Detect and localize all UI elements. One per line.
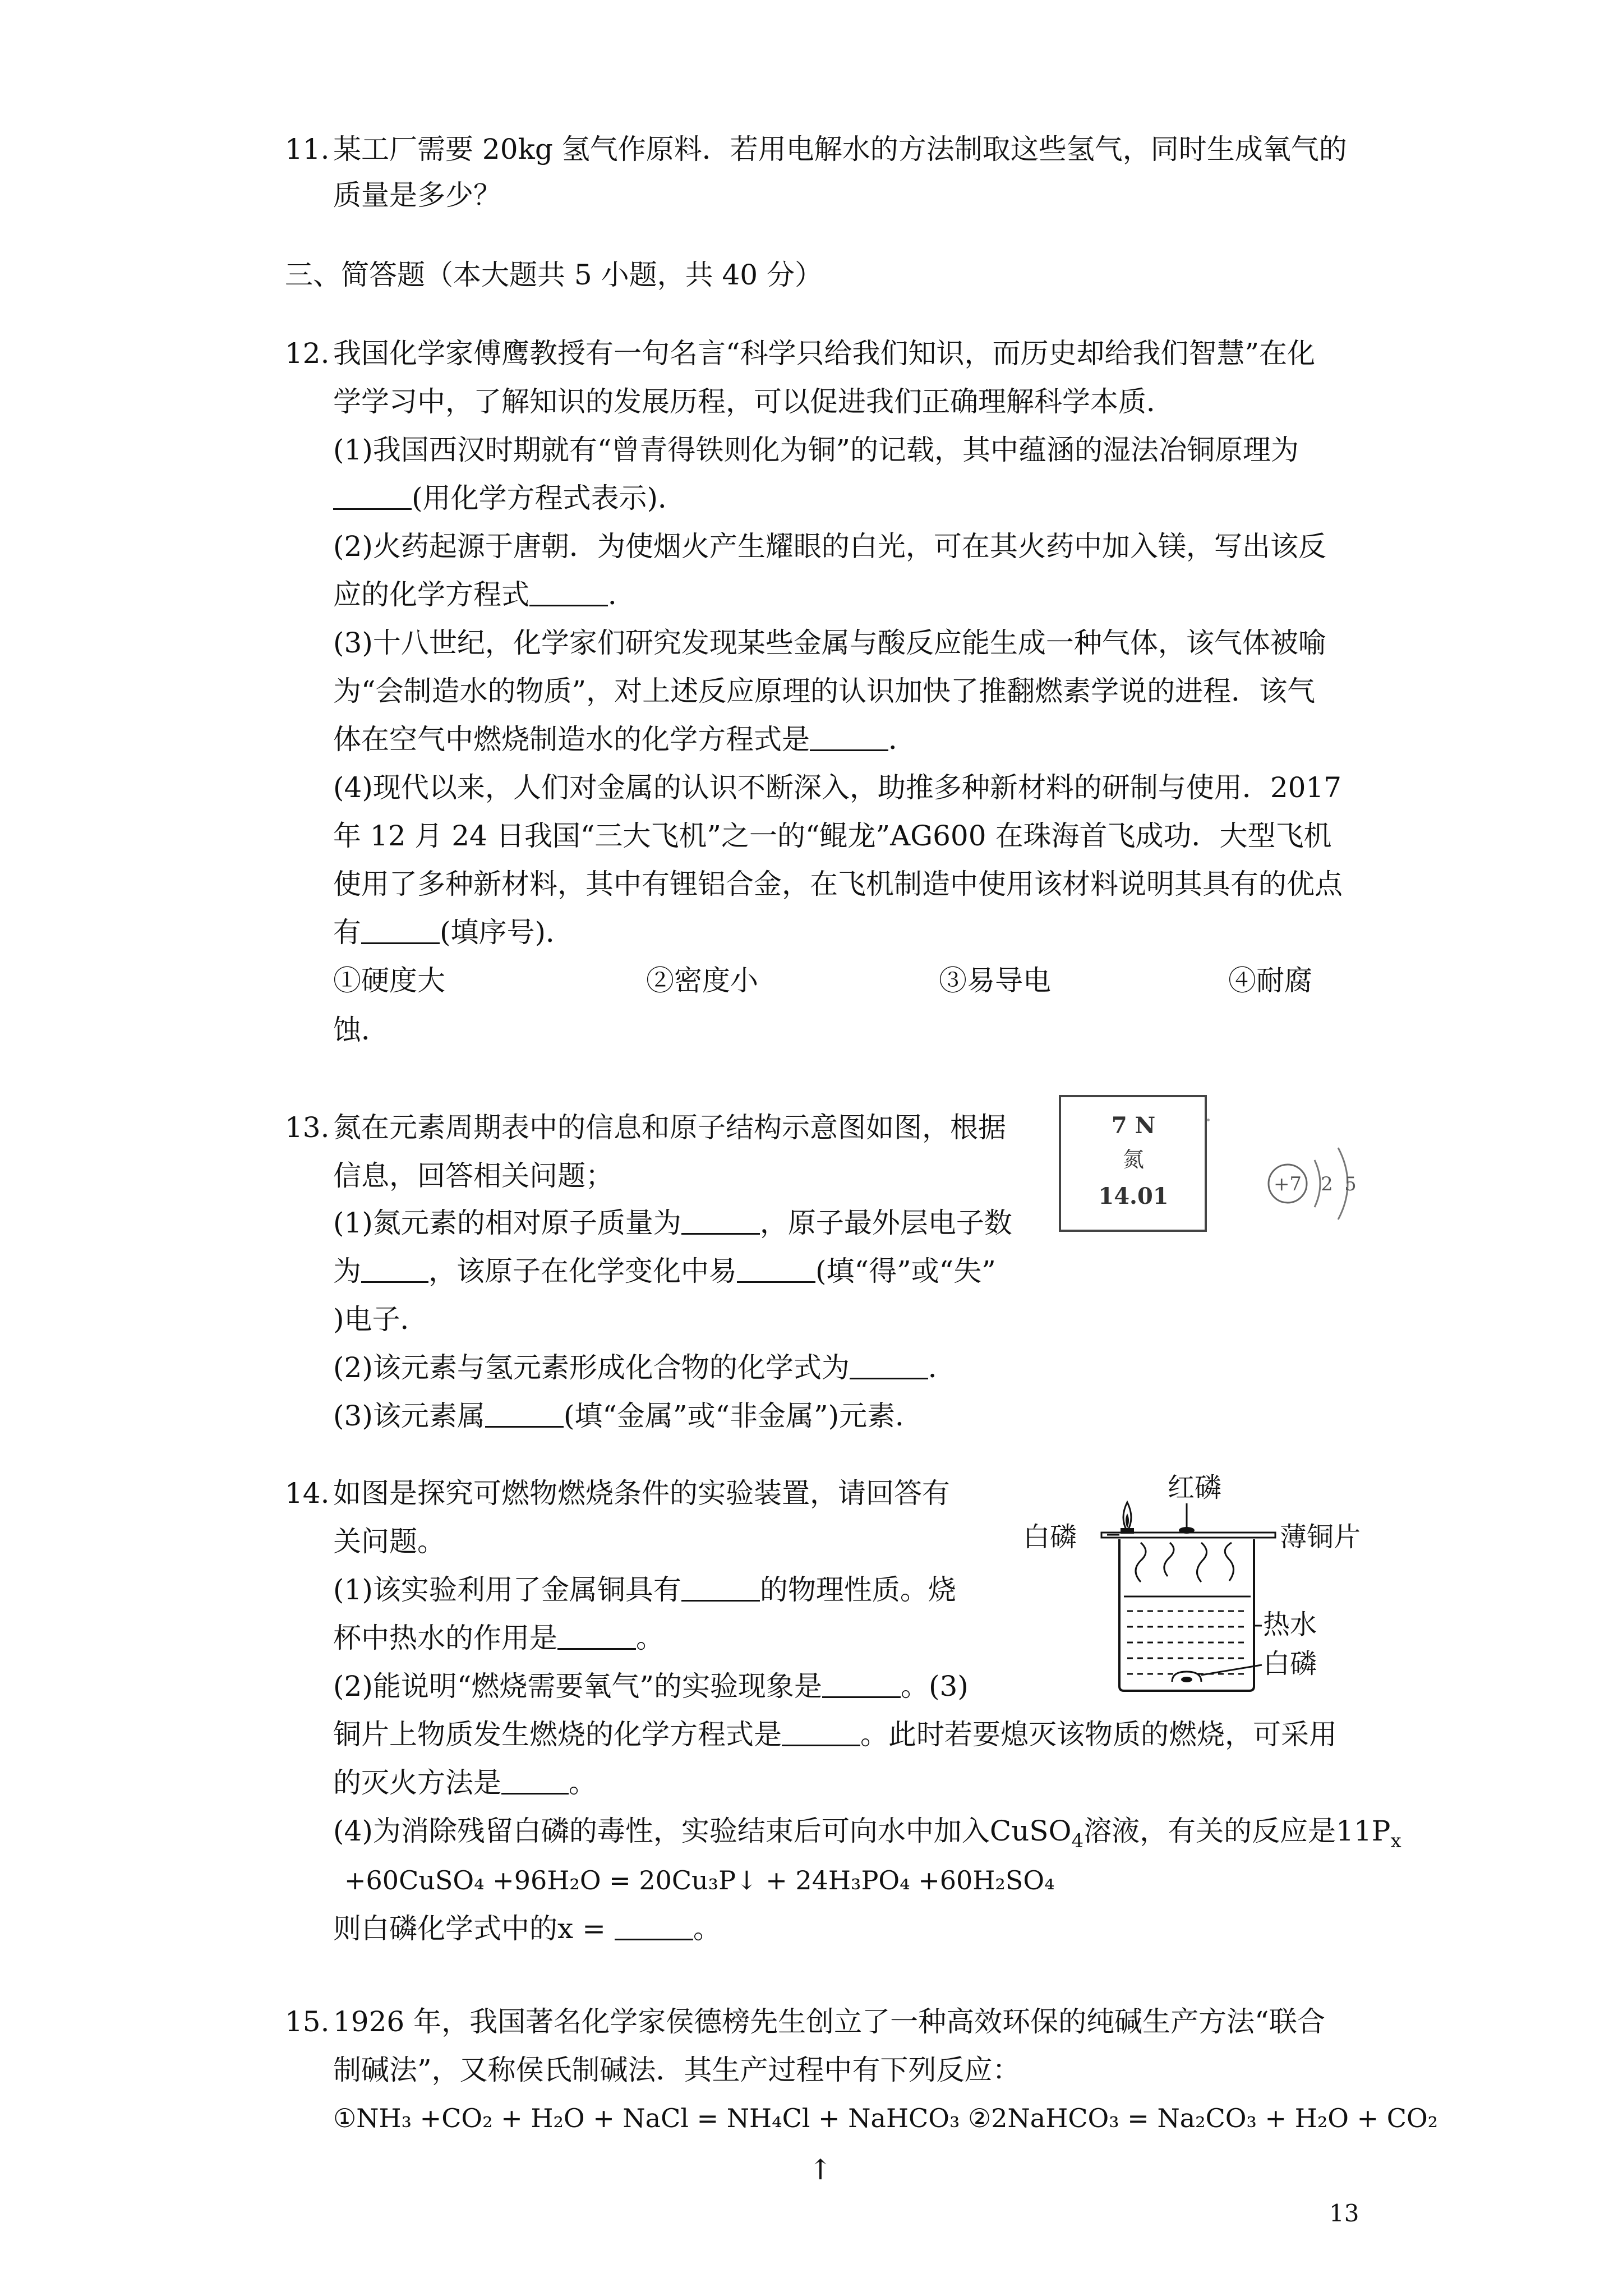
answer-blank[interactable] [681, 1207, 760, 1235]
label-hot-water: 热水 [1263, 1609, 1317, 1640]
answer-blank[interactable] [529, 579, 608, 606]
answer-blank[interactable] [850, 1352, 928, 1379]
label-copper-sheet: 薄铜片 [1280, 1521, 1361, 1553]
q12-part2-tail: ． [608, 578, 636, 611]
q14-line1: 如图是探究可燃物燃烧条件的实验装置，请回答有 [333, 1477, 950, 1510]
q14-part4-line3 [333, 1912, 721, 1945]
answer-blank[interactable] [557, 1622, 636, 1650]
q14-part1-line2 [333, 1621, 664, 1655]
atom-nucleus-charge: +7 [1273, 1173, 1302, 1195]
q14-part1-line2-head: 杯中热水的作用是 [333, 1622, 557, 1654]
q13-number: 13. [285, 1111, 330, 1144]
q14-part1-head: (1)该实验利用了金属铜具有 [333, 1573, 681, 1606]
q14-part4-line3-head: 则白磷化学式中的x = [333, 1912, 615, 1945]
element-card-figure [1058, 1094, 1209, 1234]
q12-line1: 我国化学家傅鹰教授有一句名言“科学只给我们知识，而历史却给我们智慧”在化 [333, 337, 1316, 370]
q14-part3-line2-head: 的灭火方法是 [333, 1766, 501, 1799]
q13-part1-tail: ，原子最外层电子数 [759, 1207, 1012, 1239]
q13-part1-line1 [333, 1206, 1012, 1240]
q13-line1: 氮在元素周期表中的信息和原子结构示意图如图，根据 [333, 1111, 1006, 1144]
q14-part4-line3-tail: 。 [693, 1912, 721, 1945]
answer-blank[interactable] [361, 1255, 428, 1283]
q14-part3-tail: 。此时若要熄灭该物质的燃烧，可采用 [860, 1718, 1337, 1751]
answer-blank[interactable] [810, 724, 888, 751]
q14-part1-line2-tail: 。 [636, 1622, 664, 1654]
q12-part1-line1: (1)我国西汉时期就有“曾青得铁则化为铜”的记载，其中蕴涵的湿法冶铜原理为 [333, 434, 1299, 466]
q12-option-3: ③易导电 [939, 964, 1051, 997]
q14-part3-line2 [333, 1766, 597, 1800]
section3-title: 三、简答题（本大题共 5 小题，共 40 分） [285, 259, 823, 291]
q12-part3-tail: ． [888, 723, 916, 756]
q12-part4-head: 有 [333, 916, 361, 949]
q15-number: 15. [285, 2005, 330, 2038]
q14-part4-line1: (4)为消除残留白磷的毒性，实验结束后可向水中加入CuSO$_4$溶液，有关的反应是$11P_x$ [333, 1815, 1401, 1852]
q12-part1-tail: (用化学方程式表示)． [412, 482, 686, 514]
q13-part2 [333, 1351, 956, 1384]
q14-number: 14. [285, 1477, 330, 1510]
q15-equation: ①NH₃ +CO₂ + H₂O + NaCl = NH₄Cl + NaHCO₃ ②2NaHCO₃ = Na₂CO₃ + H₂O + CO₂ [333, 2103, 1438, 2133]
combustion-apparatus-diagram [1021, 1464, 1368, 1700]
q14-part2-tail: 。(3) [900, 1670, 969, 1703]
answer-blank[interactable] [361, 917, 440, 944]
q13-part2-tail: ． [928, 1351, 956, 1384]
answer-blank[interactable] [782, 1719, 860, 1746]
q12-option-1: ①硬度大 [333, 964, 445, 997]
q14-part1-line1 [333, 1573, 956, 1607]
q13-part2-head: (2)该元素与氢元素形成化合物的化学式为 [333, 1351, 850, 1384]
q12-option-2: ②密度小 [646, 964, 758, 997]
q13-part1-line2 [333, 1254, 996, 1288]
label-red-phosphorus: 红磷 [1167, 1472, 1222, 1503]
element-card-name: 氮 [1122, 1147, 1145, 1172]
page-number: 13 [1329, 2200, 1359, 2227]
q12-part1-line2 [333, 481, 686, 515]
q12-part3-line2: 为“会制造水的物质”，对上述反应原理的认识加快了推翻燃素学说的进程．该气 [333, 675, 1316, 707]
q14-part2 [333, 1669, 969, 1703]
q12-part3-head: 体在空气中燃烧制造水的化学方程式是 [333, 723, 810, 756]
q12-part3-line3 [333, 723, 916, 756]
q12-part4-line3: 使用了多种新材料，其中有锂铝合金，在飞机制造中使用该材料说明其具有的优点 [333, 868, 1343, 900]
answer-blank[interactable] [737, 1255, 815, 1283]
q12-part3-line1: (3)十八世纪，化学家们研究发现某些金属与酸反应能生成一种气体，该气体被喻 [333, 627, 1326, 659]
q13-part1-line2-tail: (填“得”或“失” [815, 1255, 996, 1287]
q14-part4-text-after: 溶液，有关的反应是11P [1083, 1815, 1391, 1847]
q13-part3-tail: (填“金属”或“非金属”)元素． [563, 1400, 924, 1432]
q12-part2-line2 [333, 578, 636, 611]
q12-number: 12. [285, 337, 330, 370]
q14-part2-head: (2)能说明“燃烧需要氧气”的实验现象是 [333, 1670, 822, 1703]
q15-arrow: ↑ [809, 2154, 832, 2186]
answer-blank[interactable] [333, 482, 412, 510]
q13-part1-line2-head: 为 [333, 1255, 361, 1287]
q13-part3 [333, 1399, 923, 1433]
q14-part3-line2-tail: 。 [569, 1766, 597, 1799]
q11-line2: 质量是多少？ [333, 179, 501, 211]
q14-line2: 关问题。 [333, 1525, 445, 1558]
label-white-phosphorus-top: 白磷 [1023, 1521, 1077, 1553]
q14-part4-equation: +60CuSO₄ +96H₂O = 20Cu₃P↓ + 24H₃PO₄ +60H₂SO₄ [344, 1865, 1055, 1895]
q14-part1-tail: 的物理性质。烧 [759, 1573, 956, 1606]
answer-blank[interactable] [485, 1400, 564, 1428]
label-white-phosphorus-bottom: 白磷 [1263, 1648, 1317, 1680]
q14-part3-head: 铜片上物质发生燃烧的化学方程式是 [333, 1718, 782, 1751]
q12-part2-head: 应的化学方程式 [333, 578, 529, 611]
q13-line2: 信息，回答相关问题； [333, 1159, 614, 1192]
q13-part1-head: (1)氮元素的相对原子质量为 [333, 1207, 681, 1239]
q12-part4-tail: (填序号)． [440, 916, 574, 949]
atom-structure-diagram [1256, 1128, 1380, 1240]
figure-dot [1207, 1119, 1210, 1121]
answer-blank[interactable] [501, 1767, 569, 1795]
q12-part4-line2: 年 12 月 24 日我国“三大飞机”之一的“鲲龙”AG600 在珠海首飞成功．大型飞机 [333, 820, 1332, 852]
q14-part4-text: (4)为消除残留白磷的毒性，实验结束后可向水中加入CuSO [333, 1815, 1072, 1847]
atom-shell2-electrons: 5 [1344, 1173, 1357, 1195]
q12-option-4: ④耐腐 [1228, 964, 1312, 997]
q11-line1: 某工厂需要 20kg 氢气作原料．若用电解水的方法制取这些氢气，同时生成氧气的 [333, 133, 1347, 165]
atom-shell1-electrons: 2 [1321, 1173, 1333, 1195]
q12-line2: 学学习中，了解知识的发展历程，可以促进我们正确理解科学本质． [333, 385, 1174, 418]
element-card-mass: 14.01 [1098, 1183, 1169, 1209]
q15-line1: 1926 年，我国著名化学家侯德榜先生创立了一种高效环保的纯碱生产方法“联合 [333, 2005, 1325, 2038]
q13-part1-line3: )电子． [333, 1303, 428, 1336]
q12-part2-line1: (2)火药起源于唐朝．为使烟火产生耀眼的白光，可在其火药中加入镁，写出该反 [333, 530, 1326, 563]
q15-line2: 制碱法”，又称侯氏制碱法．其生产过程中有下列反应： [333, 2054, 1021, 2086]
answer-blank[interactable] [822, 1671, 901, 1698]
q14-part3-line1 [333, 1718, 1337, 1751]
q13-part3-head: (3)该元素属 [333, 1400, 485, 1432]
answer-blank[interactable] [681, 1574, 760, 1602]
q12-option-tail: 蚀． [333, 1014, 389, 1046]
q11-number: 11. [285, 133, 330, 165]
q12-part4-line4 [333, 915, 574, 949]
q13-part1-line2-mid: ，该原子在化学变化中易 [428, 1255, 737, 1287]
q12-part4-line1: (4)现代以来，人们对金属的认识不断深入，助推多种新材料的研制与使用．2017 [333, 771, 1342, 804]
answer-blank[interactable] [615, 1913, 693, 1940]
element-card-number-symbol: 7 N [1111, 1112, 1156, 1139]
